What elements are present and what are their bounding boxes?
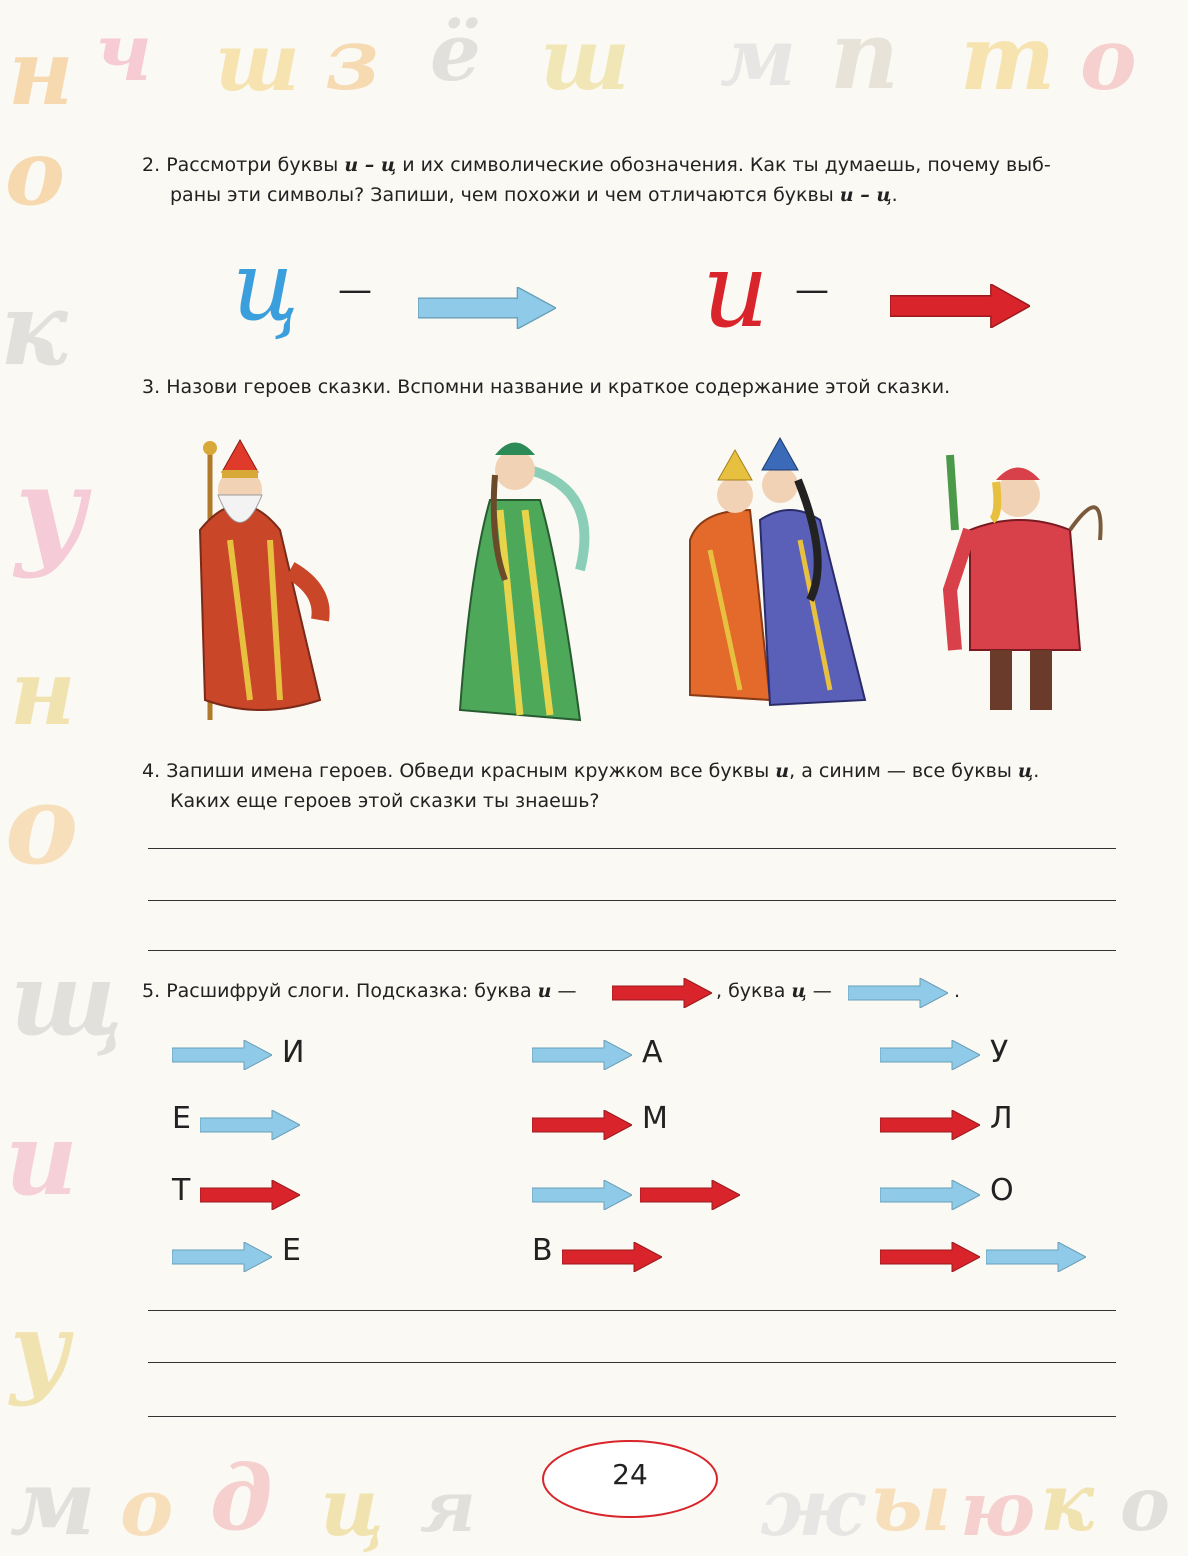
task-number: 3. — [142, 376, 161, 398]
cipher-arrow-ts — [172, 1040, 272, 1070]
cipher-letter: Т — [172, 1173, 191, 1208]
cipher-arrow-i — [200, 1180, 300, 1210]
dash-ts: — — [338, 270, 372, 310]
deco-letter: к — [0, 270, 68, 388]
cipher-letter: В — [532, 1233, 553, 1268]
task-4 — [142, 756, 1132, 816]
deco-letter: о — [1120, 1460, 1171, 1548]
cipher-arrow-ts — [532, 1180, 632, 1210]
cipher-letter: О — [990, 1173, 1014, 1208]
task-2-line-2 — [142, 180, 1122, 210]
deco-letter: ы — [870, 1455, 952, 1549]
deco-letter: з — [325, 10, 380, 110]
cipher-arrow-i — [562, 1242, 662, 1272]
cipher-arrow-i — [880, 1110, 980, 1140]
archer-illustration — [950, 455, 1101, 710]
letter-i: и — [537, 980, 552, 1002]
task-text: Назови героев сказки. Вспомни название и краткое содержание этой сказки. — [166, 376, 951, 398]
cipher-letter: Л — [990, 1101, 1013, 1136]
deco-letter: н — [10, 640, 76, 746]
task-text: и их символические обозначения. Как ты думаешь, почему выб- — [396, 154, 1051, 176]
deco-letter: ш — [540, 10, 630, 110]
task-text: , а синим — все буквы — [789, 760, 1018, 782]
deco-letter: ш — [215, 15, 300, 109]
deco-letter: о — [120, 1460, 174, 1554]
cipher-letter: Е — [172, 1101, 191, 1136]
deco-letter: н — [8, 20, 74, 126]
task-5-end — [954, 976, 960, 1006]
deco-letter: м — [720, 10, 797, 104]
task-number: 5. — [142, 980, 161, 1002]
cipher-arrow-ts — [172, 1242, 272, 1272]
deco-letter: и — [5, 1100, 78, 1218]
task-text: — — [551, 980, 577, 1002]
writing-line[interactable] — [148, 950, 1116, 951]
cipher-letter: М — [642, 1101, 668, 1136]
task-text: Рассмотри буквы — [166, 154, 345, 176]
writing-line[interactable] — [148, 848, 1116, 849]
cipher-arrow-ts — [880, 1040, 980, 1070]
task-text: раны эти символы? Запиши, чем похожи и чем отличаются буквы — [170, 184, 840, 206]
deco-letter: у — [10, 1290, 70, 1408]
deco-letter: м — [10, 1450, 96, 1556]
cipher-letter: А — [642, 1035, 663, 1070]
cipher-arrow-i — [880, 1242, 980, 1272]
red-arrow-symbol — [890, 284, 1030, 328]
deco-letter: п — [830, 0, 900, 111]
deco-letter: у — [15, 440, 87, 581]
deco-letter: к — [1040, 1455, 1095, 1549]
hint-red-arrow — [612, 978, 712, 1008]
letter-i: и — [775, 760, 790, 782]
cipher-arrow-ts — [880, 1180, 980, 1210]
task-number: 2. — [142, 154, 161, 176]
task-3 — [142, 372, 1122, 402]
deco-letter: о — [1080, 10, 1137, 110]
big-letter-ts: ц — [232, 230, 299, 342]
deco-letter: ч — [95, 5, 153, 99]
deco-letter: ю — [960, 1465, 1036, 1553]
writing-line[interactable] — [148, 900, 1116, 901]
task-4-line-1 — [142, 756, 1132, 786]
task-text: Каких еще героев этой сказки ты знаешь? — [170, 790, 600, 812]
task-text: . — [891, 184, 898, 206]
task-number: 4. — [142, 760, 161, 782]
task-text: . — [1033, 760, 1040, 782]
deco-letter: ё — [430, 5, 481, 99]
cipher-arrow-ts — [532, 1040, 632, 1070]
princess-illustration — [460, 443, 584, 721]
cipher-arrow-ts — [986, 1242, 1086, 1272]
task-2-line-1 — [142, 150, 1122, 180]
cipher-letter: У — [990, 1035, 1009, 1070]
task-text: . — [954, 980, 961, 1002]
task-text: Расшифруй слоги. Подсказка: буква — [166, 980, 538, 1002]
writing-line[interactable] — [148, 1310, 1116, 1311]
writing-line[interactable] — [148, 1362, 1116, 1363]
page-number: 24 — [612, 1458, 648, 1491]
cipher-arrow-i — [532, 1110, 632, 1140]
blue-arrow-symbol — [418, 287, 556, 329]
deco-letter: я — [420, 1465, 476, 1548]
task-text: — — [806, 980, 832, 1002]
task-text: Запиши имена героев. Обведи красным кружком все буквы — [166, 760, 776, 782]
hero-illustrations — [160, 420, 1110, 730]
deco-letter: ц — [320, 1460, 385, 1554]
task-4-line-2 — [142, 786, 1132, 816]
big-letter-i: и — [702, 229, 769, 351]
deco-letter: т — [960, 5, 1056, 111]
letter-ts: ц — [791, 980, 807, 1002]
task-text: , буква — [716, 980, 792, 1002]
deco-letter: д — [210, 1445, 273, 1551]
task-5-hint-2 — [716, 976, 832, 1006]
letters-pair: и – ц — [344, 154, 397, 176]
deco-letter: ж — [760, 1460, 865, 1554]
cipher-arrow-ts — [200, 1110, 300, 1140]
letter-ts: ц — [1017, 760, 1034, 782]
hint-blue-arrow — [848, 978, 948, 1008]
tsar-illustration — [200, 440, 321, 720]
dash-i: — — [795, 270, 829, 310]
writing-line[interactable] — [148, 1416, 1116, 1417]
sisters-illustration — [690, 438, 865, 705]
cipher-letter: Е — [282, 1233, 301, 1268]
task-2 — [142, 150, 1122, 210]
deco-letter: щ — [10, 940, 124, 1058]
deco-letter: о — [5, 760, 79, 889]
deco-letter: о — [5, 120, 66, 226]
cipher-letter: И — [282, 1035, 305, 1070]
letters-pair: и – ц — [839, 184, 892, 206]
cipher-arrow-i — [640, 1180, 740, 1210]
